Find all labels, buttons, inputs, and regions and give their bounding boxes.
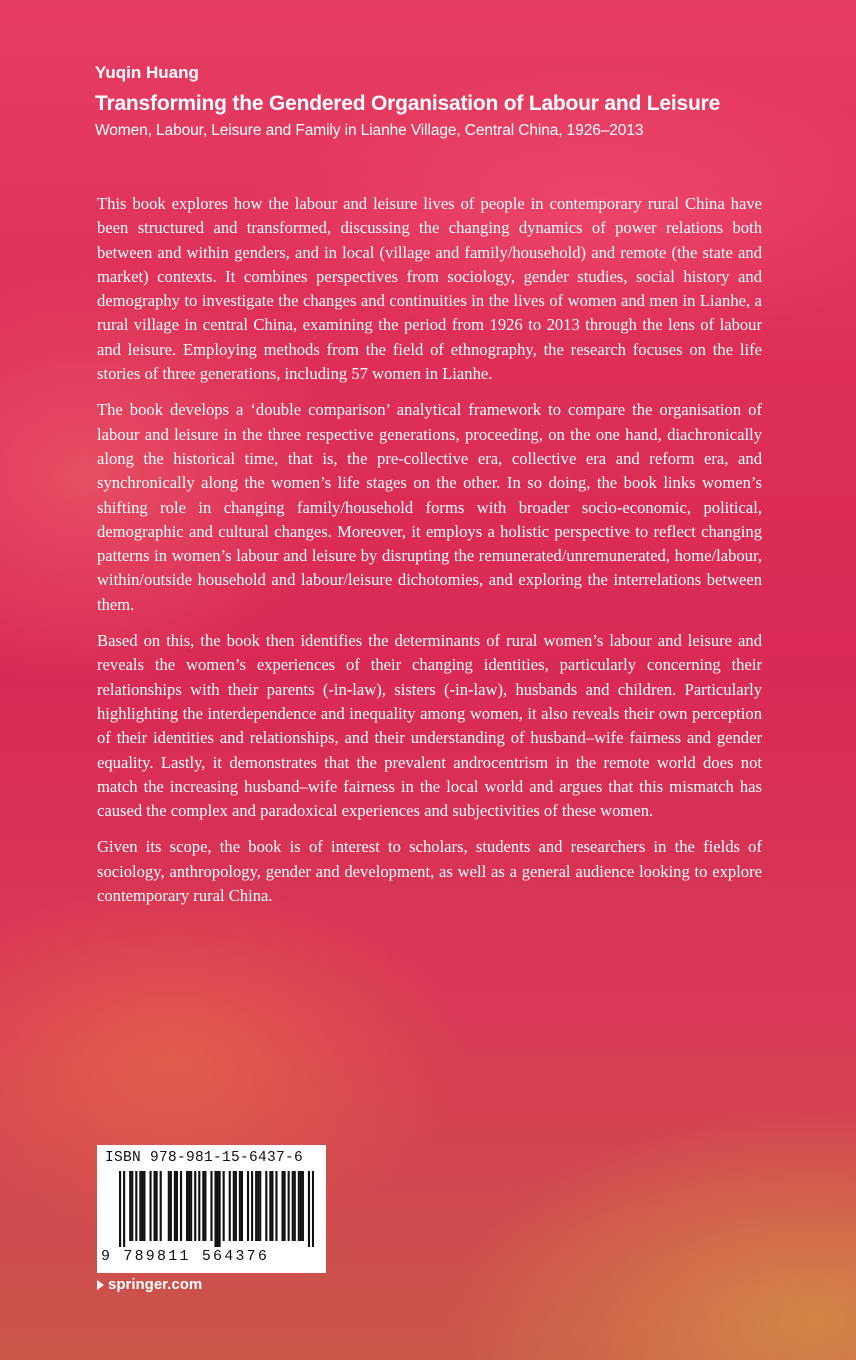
triangle-right-icon (97, 1280, 104, 1290)
barcode-icon (119, 1171, 314, 1247)
publisher-link[interactable] (97, 1276, 202, 1293)
blurb-paragraph: The book develops a ‘double comparison’ analytical framework to compare the organisation of labour and leisure in the three respective generations, proceeding, on the one hand, diachronically along the historical time, that is, the pre-collective era, collective era and reform era, and synchronically along the women’s life stages on the other. In so doing, the book links women’s shifting role in changing family/household forms with broader socio-economic, political, demographic and cultural changes. Moreover, it employs a holistic perspective to reflect changing patterns in women’s labour and leisure by disrupting the remunerated/unremunerated, home/labour, within/outside household and labour/leisure dichotomies, and exploring the interrelations between them. (97, 400, 762, 614)
book-subtitle: Women, Labour, Leisure and Family in Lianhe Village, Central China, 1926–2013 (95, 122, 644, 139)
blurb-paragraph: This book explores how the labour and leisure lives of people in contemporary rural China have been structured and transformed, discussing the changing dynamics of power relations both between and within genders, and in local (village and family/household) and remote (the state and market) contexts. It combines perspectives from sociology, gender studies, social history and demography to investigate the changes and continuities in the lives of women and men in Lianhe, a rural village in central China, examining the period from 1926 to 2013 through the lens of labour and leisure. Employing methods from the field of ethnography, the research focuses on the life stories of three generations, including 57 women in Lianhe. (97, 194, 762, 384)
blurb-paragraph: Based on this, the book then identifies the determinants of rural women’s labour and leisure and reveals the women’s experiences of their changing identities, particularly concerning their relationships with their parents (-in-law), sisters (-in-law), husbands and children. Particularly highlighting the interdependence and inequality among women, it also reveals their own perception of their identities and relationships, and their understanding of husband–wife fairness and gender equality. Lastly, it demonstrates that the prevalent androcentrism in the remote world does not match the increasing husband–wife fairness in the local world and argues that this mismatch has caused the complex and paradoxical experiences and subjectivities of these women. (97, 631, 762, 821)
blurb-paragraph: Given its scope, the book is of interest to scholars, students and researchers in the fields of sociology, anthropology, gender and development, as well as a general audience looking to explore contemporary rural China. (97, 837, 762, 906)
book-title: Transforming the Gendered Organisation of Labour and Leisure (95, 92, 721, 115)
blurb (97, 192, 762, 920)
barcode-digits: 9 789811 564376 (101, 1248, 270, 1265)
barcode-block (97, 1145, 326, 1273)
cover-header (95, 62, 795, 142)
publisher-website: springer.com (108, 1276, 203, 1293)
author-name: Yuqin Huang (95, 63, 199, 82)
isbn-label: ISBN 978-981-15-6437-6 (105, 1150, 304, 1166)
